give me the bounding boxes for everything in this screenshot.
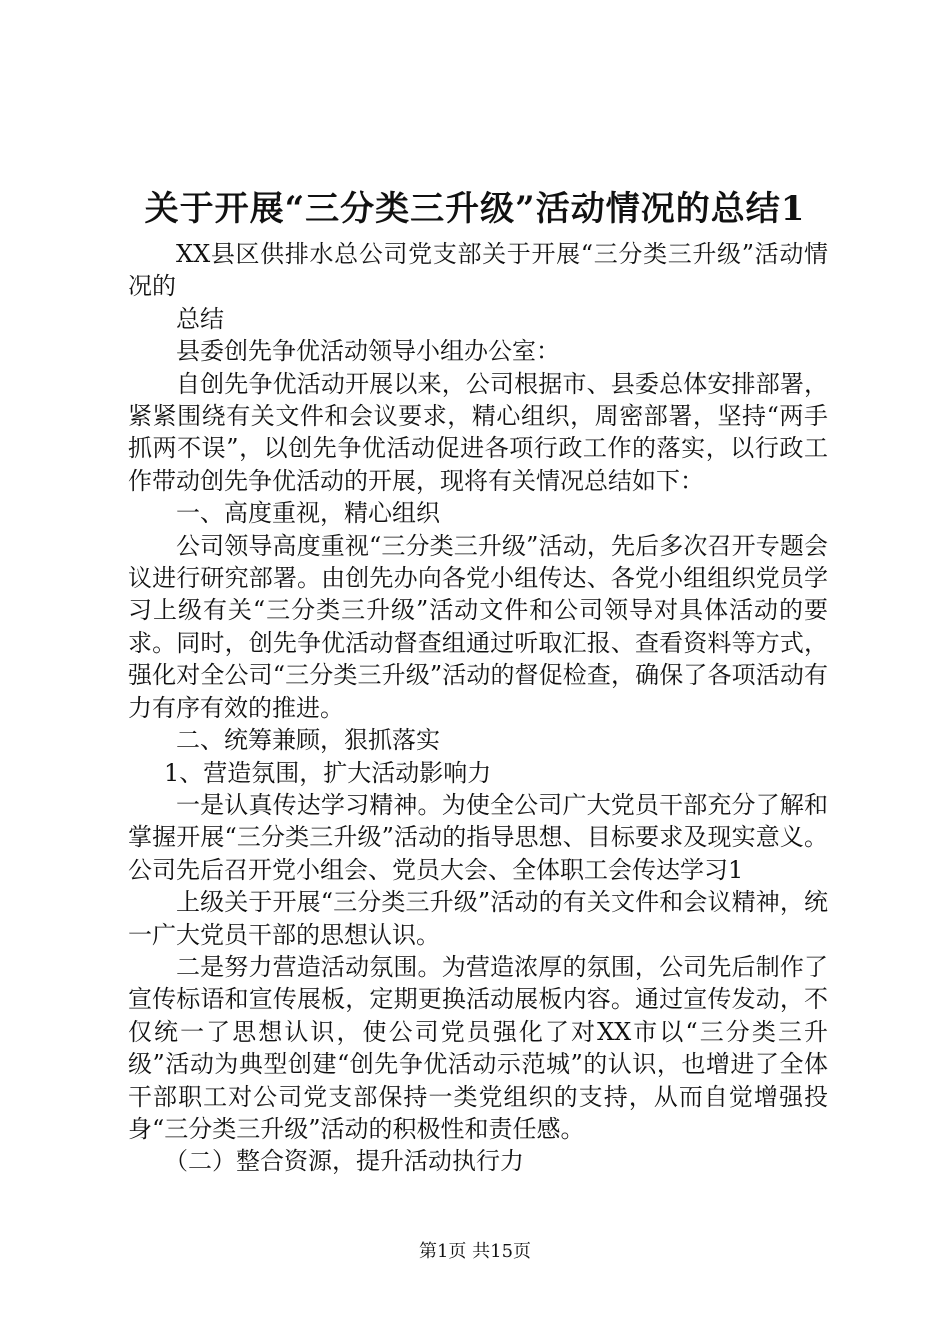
paragraph-item-1-cont: 上级关于开展“三分类三升级”活动的有关文件和会议精神，统一广大党员干部的思想认识。 [128, 888, 828, 949]
paragraph-heading-line: XX县区供排水总公司党支部关于开展“三分类三升级”活动情况的 [128, 240, 828, 301]
page-number-footer: 第1页 共15页 [418, 1241, 532, 1262]
paragraph-summary-word: 总结 [176, 304, 224, 333]
document-title: 关于开展“三分类三升级”活动情况的总结1 [144, 189, 806, 229]
document-body [128, 238, 828, 1178]
subsection-heading-2: （二）整合资源，提升活动执行力 [164, 1147, 524, 1176]
paragraph-item-1: 一是认真传达学习精神。为使全公司广大党员干部充分了解和掌握开展“三分类三升级”活动的指导思想、目标要求及现实意义。公司先后召开党小组会、党员大会、全体职工会传达学习1 [128, 790, 828, 884]
paragraph-section-1: 公司领导高度重视“三分类三升级”活动，先后多次召开专题会议进行研究部署。由创先办向各党小组传达、各党小组组织党员学习上级有关“三分类三升级”活动文件和公司领导对具体活动的要求。同时，创先争优活动督查组通过听取汇报、查看资料等方式，强化对全公司“三分类三升级”活动的督促检查，确保了各项活动有力有序有效的推进。 [128, 531, 828, 722]
subsection-heading-1: 1、营造氛围，扩大活动影响力 [164, 758, 492, 787]
paragraph-addressee: 县委创先争优活动领导小组办公室： [176, 337, 560, 366]
section-heading-2: 二、统筹兼顾，狠抓落实 [176, 726, 440, 755]
paragraph-item-2: 二是努力营造活动氛围。为营造浓厚的氛围，公司先后制作了宣传标语和宣传展板，定期更换活动展板内容。通过宣传发动，不仅统一了思想认识，使公司党员强化了对XX市以“三分类三升级”活动为典型创建“创先争优活动示范城”的认识，也增进了全体干部职工对公司党支部保持一类党组织的支持，从而自觉增强投身“三分类三升级”活动的积极性和责任感。 [128, 952, 828, 1143]
section-heading-1: 一、高度重视，精心组织 [176, 499, 440, 528]
paragraph-intro: 自创先争优活动开展以来，公司根据市、县委总体安排部署，紧紧围绕有关文件和会议要求，精心组织，周密部署，坚持“两手抓两不误”，以创先争优活动促进各项行政工作的落实，以行政工作带动创先争优活动的开展，现将有关情况总结如下： [128, 369, 828, 495]
